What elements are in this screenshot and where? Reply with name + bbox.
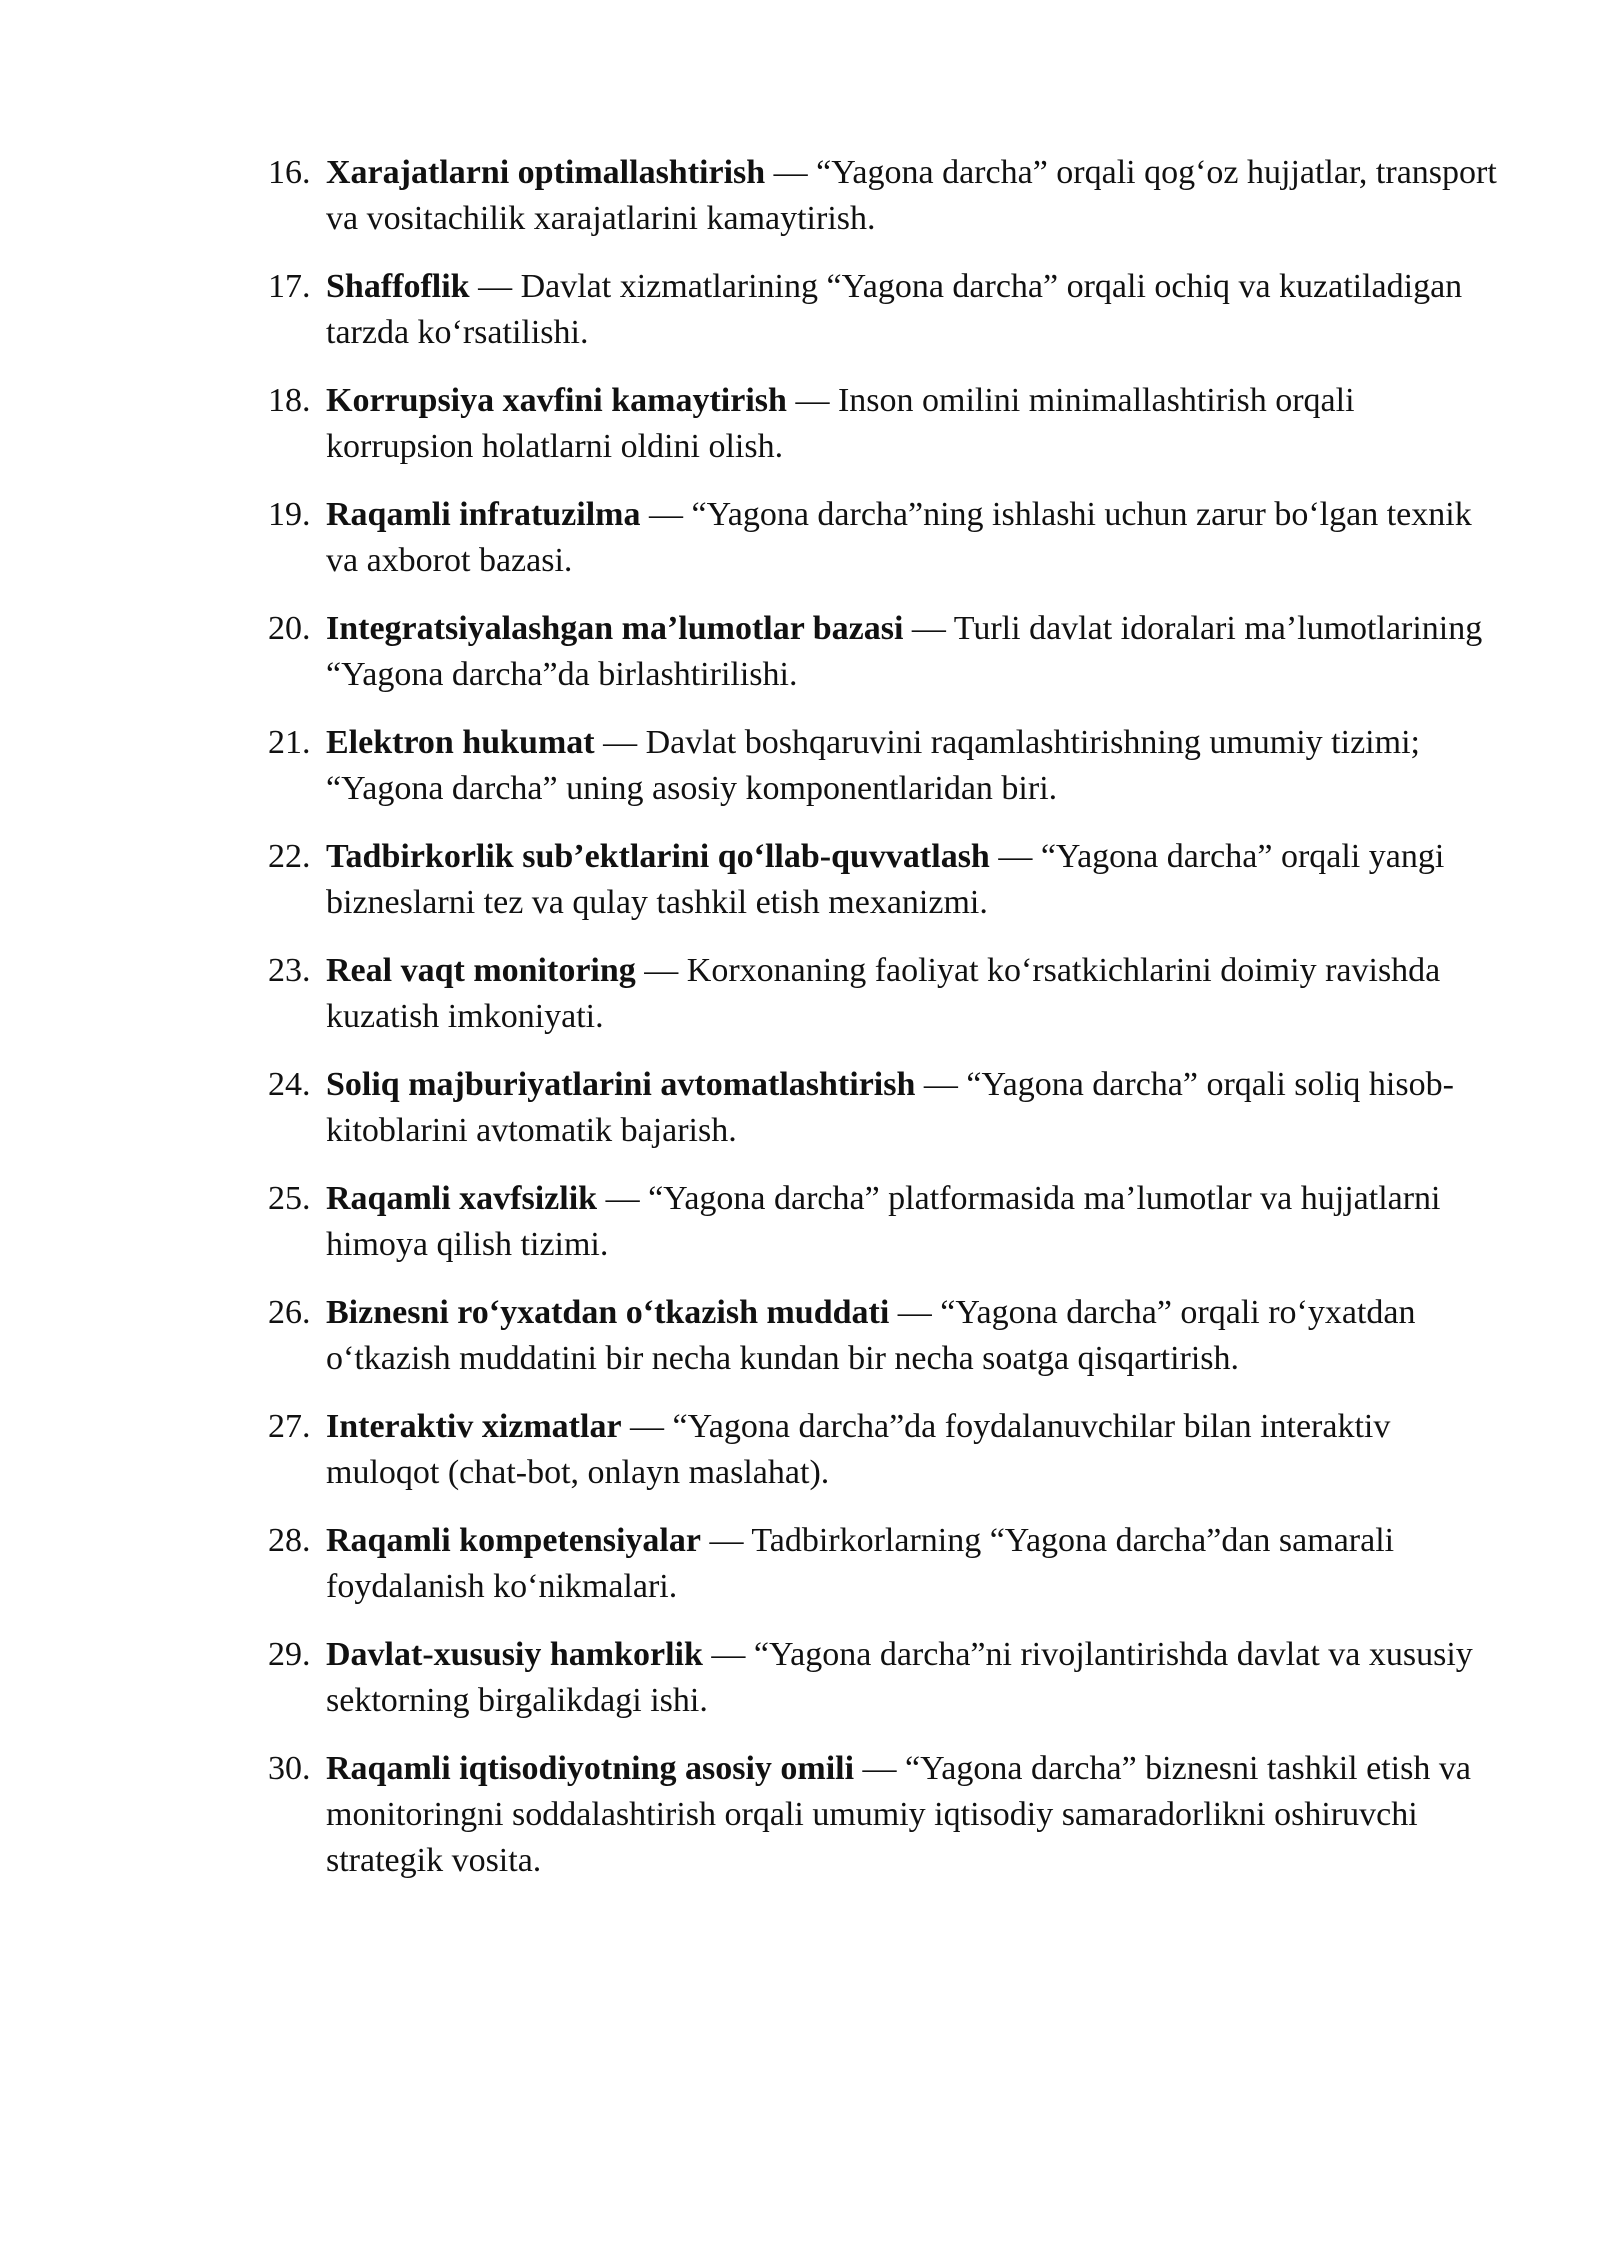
list-item — [268, 948, 1508, 1040]
item-number: 29. — [268, 1636, 311, 1673]
list-item — [268, 1062, 1508, 1154]
item-number: 16. — [268, 154, 311, 191]
item-number: 24. — [268, 1066, 311, 1103]
list-item — [268, 606, 1508, 698]
item-term: Biznesni ro‘yxatdan o‘tkazish muddati — [326, 1294, 890, 1331]
item-term: Real vaqt monitoring — [326, 952, 636, 989]
item-description: — “Yagona darcha”ning ishlashi uchun zarur bo‘lgan texnik va axborot bazasi. — [326, 496, 1472, 579]
list-item — [268, 150, 1508, 242]
item-description: — “Yagona darcha” orqali soliq hisob-kitoblarini avtomatik bajarish. — [326, 1066, 1454, 1149]
list-item — [268, 378, 1508, 470]
item-term: Shaffoflik — [326, 268, 470, 305]
item-description: — “Yagona darcha” orqali ro‘yxatdan o‘tkazish muddatini bir necha kundan bir necha soatga qisqartirish. — [326, 1294, 1416, 1377]
list-item — [268, 264, 1508, 356]
item-description: — Turli davlat idoralari ma’lumotlarining “Yagona darcha”da birlashtirilishi. — [326, 610, 1483, 693]
list-item — [268, 720, 1508, 812]
item-description: — Inson omilini minimallashtirish orqali korrupsion holatlarni oldini olish. — [326, 382, 1355, 465]
item-term: Soliq majburiyatlarini avtomatlashtirish — [326, 1066, 916, 1103]
item-term: Tadbirkorlik sub’ektlarini qo‘llab-quvvatlash — [326, 838, 990, 875]
item-term: Interaktiv xizmatlar — [326, 1408, 622, 1445]
item-number: 28. — [268, 1522, 311, 1559]
item-number: 17. — [268, 268, 311, 305]
item-number: 20. — [268, 610, 311, 647]
item-description: — Davlat boshqaruvini raqamlashtirishning umumiy tizimi; “Yagona darcha” uning asosiy komponentlaridan biri. — [326, 724, 1420, 807]
item-description: — “Yagona darcha”da foydalanuvchilar bilan interaktiv muloqot (chat-bot, onlayn maslahat). — [326, 1408, 1391, 1491]
list-item — [268, 492, 1508, 584]
list-item — [268, 834, 1508, 926]
item-description: — “Yagona darcha” orqali yangi bizneslarni tez va qulay tashkil etish mexanizmi. — [326, 838, 1445, 921]
item-term: Davlat-xususiy hamkorlik — [326, 1636, 703, 1673]
item-term: Integratsiyalashgan ma’lumotlar bazasi — [326, 610, 904, 647]
item-number: 25. — [268, 1180, 311, 1217]
glossary-list — [268, 150, 1508, 1906]
item-number: 26. — [268, 1294, 311, 1331]
item-term: Xarajatlarni optimallashtirish — [326, 154, 766, 191]
item-number: 21. — [268, 724, 311, 761]
item-term: Raqamli iqtisodiyotning asosiy omili — [326, 1750, 855, 1787]
item-description: — “Yagona darcha”ni rivojlantirishda davlat va xususiy sektorning birgalikdagi ishi. — [326, 1636, 1473, 1719]
item-number: 27. — [268, 1408, 311, 1445]
item-description: — Korxonaning faoliyat ko‘rsatkichlarini doimiy ravishda kuzatish imkoniyati. — [326, 952, 1441, 1035]
list-item — [268, 1632, 1508, 1724]
item-number: 23. — [268, 952, 311, 989]
item-description: — “Yagona darcha” biznesni tashkil etish va monitoringni soddalashtirish orqali umumiy iqtisodiy samaradorlikni oshiruvchi strategik vosita. — [326, 1750, 1471, 1879]
item-term: Raqamli kompetensiyalar — [326, 1522, 701, 1559]
list-item — [268, 1176, 1508, 1268]
item-term: Korrupsiya xavfini kamaytirish — [326, 382, 787, 419]
item-description: — Tadbirkorlarning “Yagona darcha”dan samarali foydalanish ko‘nikmalari. — [326, 1522, 1395, 1605]
list-item — [268, 1404, 1508, 1496]
item-term: Raqamli infratuzilma — [326, 496, 641, 533]
item-description: — Davlat xizmatlarining “Yagona darcha” orqali ochiq va kuzatiladigan tarzda ko‘rsatilishi. — [326, 268, 1463, 351]
item-number: 22. — [268, 838, 311, 875]
item-description: — “Yagona darcha” orqali qog‘oz hujjatlar, transport va vositachilik xarajatlarini kamaytirish. — [326, 154, 1497, 237]
list-item — [268, 1518, 1508, 1610]
list-item — [268, 1746, 1508, 1884]
item-term: Elektron hukumat — [326, 724, 595, 761]
item-description: — “Yagona darcha” platformasida ma’lumotlar va hujjatlarni himoya qilish tizimi. — [326, 1180, 1441, 1263]
item-number: 19. — [268, 496, 311, 533]
item-term: Raqamli xavfsizlik — [326, 1180, 598, 1217]
list-item — [268, 1290, 1508, 1382]
item-number: 18. — [268, 382, 311, 419]
item-number: 30. — [268, 1750, 311, 1787]
